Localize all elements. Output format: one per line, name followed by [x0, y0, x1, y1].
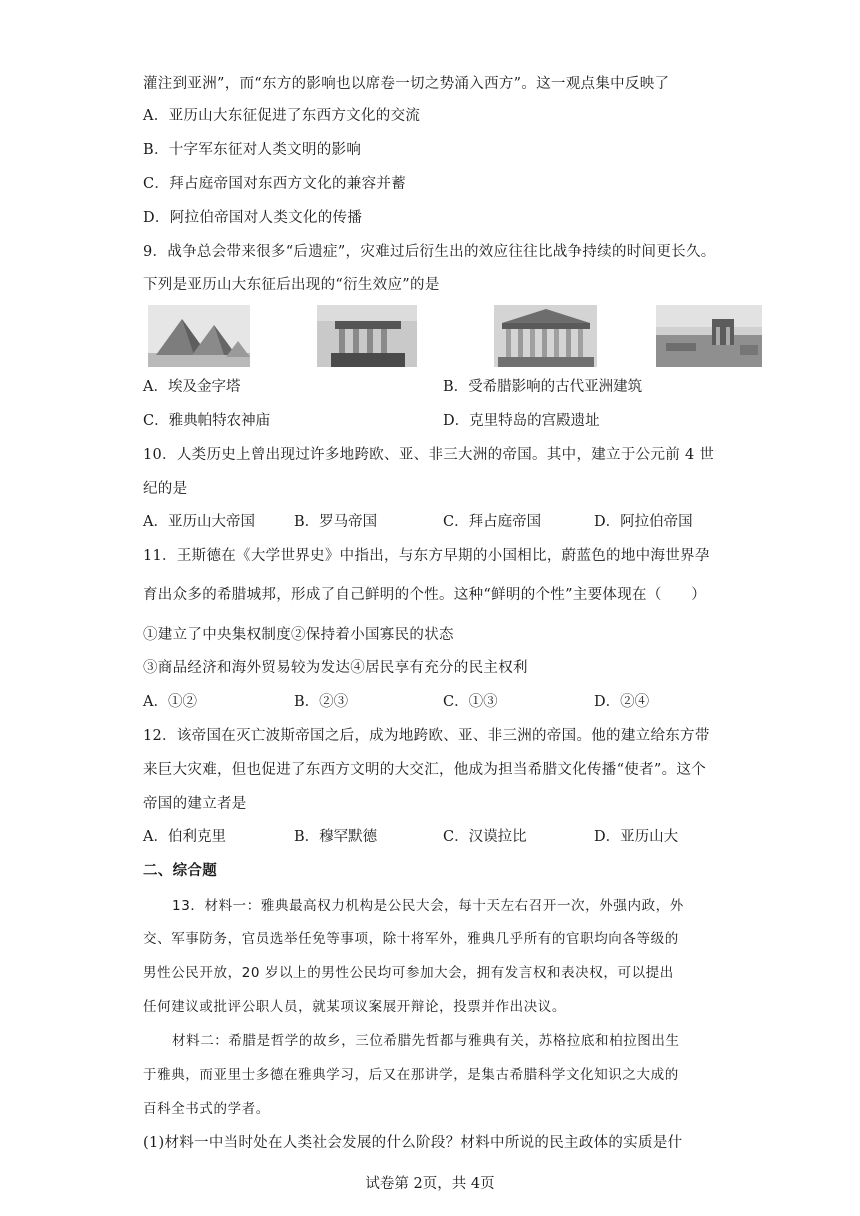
q13-material2-line3: 百科全书式的学者。: [143, 1101, 270, 1117]
section-heading: 二、综合题: [143, 863, 217, 879]
q12-option-d: D．亚历山大: [594, 829, 679, 845]
parthenon-photo: [494, 305, 597, 367]
q8-option-b: B．十字军东征对人类文明的影响: [143, 142, 362, 158]
q12-option-b: B．穆罕默德: [294, 829, 378, 845]
q9-option-d: D．克里特岛的宫殿遗址: [443, 413, 600, 429]
crete-palace-ruins-photo: [656, 305, 762, 367]
q11-option-a: A．①②: [143, 694, 197, 710]
q10-option-a: A．亚历山大帝国: [143, 514, 255, 530]
greek-style-asian-building-photo: [317, 305, 417, 367]
q13-material2-line1: 材料二：希腊是哲学的故乡，三位希腊先哲都与雅典有关，苏格拉底和柏拉图出生: [172, 1033, 680, 1049]
q13-material1-line1: 13．材料一：雅典最高权力机构是公民大会，每十天左右召开一次，外强内政，外: [172, 898, 684, 914]
q11-stem-line1: 11．王斯德在《大学世界史》中指出，与东方早期的小国相比，蔚蓝色的地中海世界孕: [143, 548, 710, 564]
q10-option-b: B．罗马帝国: [294, 514, 378, 530]
q9-option-c: C．雅典帕特农神庙: [143, 413, 271, 429]
q9-stem-line2: 下列是亚历山大东征后出现的“衍生效应”的是: [143, 277, 440, 293]
q13-material1-line4: 任何建议或批评公职人员，就某项议案展开辩论，投票并作出决议。: [143, 999, 566, 1015]
q13-material1-line3: 男性公民开放，20 岁以上的男性公民均可参加大会，拥有发言权和表决权，可以提出: [143, 965, 674, 981]
page-footer: 试卷第 2页，共 4页: [365, 1176, 495, 1192]
q13-material1-line2: 交、军事防务，官员选举任免等事项，除十将军外，雅典几乎所有的官职均向各等级的: [143, 931, 679, 947]
q8-option-a: A．亚历山大东征促进了东西方文化的交流: [143, 108, 421, 124]
q11-statement-line1: ①建立了中央集权制度②保持着小国寡民的状态: [143, 627, 454, 643]
q10-stem-line1: 10．人类历史上曾出现过许多地跨欧、亚、非三大洲的帝国。其中，建立于公元前 4 世: [143, 447, 715, 463]
q11-option-c: C．①③: [443, 694, 498, 710]
q10-option-d: D．阿拉伯帝国: [594, 514, 693, 530]
q12-option-c: C．汉谟拉比: [443, 829, 527, 845]
q12-stem-line3: 帝国的建立者是: [143, 796, 247, 812]
q10-option-c: C．拜占庭帝国: [443, 514, 542, 530]
q12-stem-line2: 来巨大灾难，但也促进了东西方文明的大交汇，他成为担当希腊文化传播“使者”。这个: [143, 762, 707, 778]
q8-option-d: D．阿拉伯帝国对人类文化的传播: [143, 210, 363, 226]
q9-option-a: A．埃及金字塔: [143, 379, 241, 395]
q11-stem-line2: 育出众多的希腊城邦，形成了自己鲜明的个性。这种“鲜明的个性”主要体现在（ ）: [143, 587, 707, 603]
q8-option-c: C．拜占庭帝国对东西方文化的兼容并蓄: [143, 176, 406, 192]
q11-option-d: D．②④: [594, 694, 650, 710]
q12-stem-line1: 12．该帝国在灭亡波斯帝国之后，成为地跨欧、亚、非三洲的帝国。他的建立给东方带: [143, 728, 710, 744]
pyramids-photo: [148, 305, 250, 367]
q12-option-a: A．伯利克里: [143, 829, 226, 845]
q11-statement-line2: ③商品经济和海外贸易较为发达④居民享有充分的民主权利: [143, 660, 528, 676]
q13-subquestion-1: (1)材料一中当时处在人类社会发展的什么阶段？材料中所说的民主政体的实质是什: [143, 1135, 683, 1151]
q8-stem-tail: 灌注到亚洲”，而“东方的影响也以席卷一切之势涌入西方”。这一观点集中反映了: [143, 76, 670, 92]
q11-option-b: B．②③: [294, 694, 349, 710]
q13-material2-line2: 于雅典，而亚里士多德在雅典学习，后又在那讲学，是集古希腊科学文化知识之大成的: [143, 1067, 679, 1083]
q10-stem-line2: 纪的是: [143, 481, 188, 497]
q9-stem-line1: 9．战争总会带来很多“后遗症”，灾难过后衍生出的效应往往比战争持续的时间更长久。: [143, 244, 716, 260]
q9-option-b: B．受希腊影响的古代亚洲建筑: [443, 379, 643, 395]
